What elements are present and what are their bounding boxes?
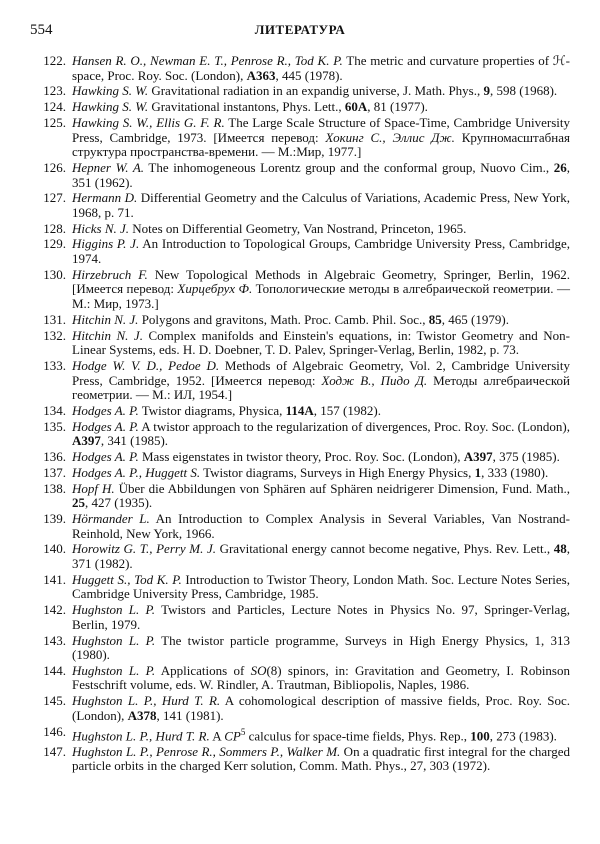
reference-authors: Hodges A. P., Huggett S. (72, 464, 201, 480)
reference-volume: A378 (127, 707, 157, 723)
reference-number: 139. (43, 511, 66, 526)
reference-text: Über die Abbildungen von Sphären auf Sphären neidrigerer Dimension, Fund. Math., (114, 480, 571, 496)
reference-entry (30, 116, 570, 160)
reference-number: 134. (43, 402, 66, 418)
reference-text: An Introduction to Topological Groups, Cambridge University Press, Cambridge, 1974. (72, 236, 570, 267)
reference-authors: Hirzebruch F. (72, 266, 148, 282)
reference-text: , 351 (1962). (72, 159, 570, 190)
reference-text: Twistors and Particles, Lecture Notes in Physics No. 97, Springer-Verlag, Berlin, 1979. (72, 602, 570, 632)
reference-volume: 48 (553, 541, 567, 557)
reference-authors: Hepner W. A. (72, 159, 145, 175)
reference-authors: Hawking S. W. (72, 83, 149, 99)
reference-entry (30, 725, 570, 744)
reference-entry (30, 512, 570, 541)
reference-authors: Hodges A. P. (72, 449, 139, 465)
page-header (30, 22, 570, 42)
reference-text: Methods of Algebraic Geometry, Vol. 2, Cambridge University Press, Cambridge, 1952. [Имеется перевод: (72, 357, 571, 388)
reference-authors: Hitchin N. J. (72, 311, 139, 327)
translation-authors: Ходж В., Пидо Д. (321, 372, 428, 388)
reference-text: Gravitational instantons, Phys. Lett., (148, 99, 345, 115)
math-superscript: 5 (240, 726, 246, 737)
reference-authors: Hughston L. P., Hurd T. R. (72, 693, 221, 709)
reference-number: 128. (43, 220, 66, 236)
reference-entry (30, 634, 570, 663)
reference-text: Complex manifolds and Einstein's equations, in: Twistor Geometry and Non-Linear Systems, eds. H. D. Doebner, T. D. Palev, Springer-Verlag, Berlin, 1982, p. 73. (72, 327, 571, 358)
reference-text: , 371 (1982). (72, 541, 570, 571)
reference-entry (30, 313, 570, 328)
reference-entry (30, 664, 570, 693)
reference-entry (30, 161, 570, 190)
reference-number: 130. (43, 266, 66, 282)
reference-entry (30, 450, 570, 465)
reference-text: , 333 (1980). (481, 464, 549, 480)
reference-entry (30, 603, 570, 632)
reference-text: Twistor diagrams, Surveys in High Energy Physics, (200, 464, 475, 480)
reference-text: An Introduction to Complex Analysis in Several Variables, Van Nostrand-Reinhold, New York, 1966. (72, 511, 570, 541)
reference-authors: Horowitz G. T., Perry M. J. (72, 541, 216, 557)
reference-text: The twistor particle programme, Surveys in High Energy Physics, 1, 313 (1980). (72, 632, 570, 663)
reference-text: Applications of (155, 662, 251, 678)
reference-text: , 598 (1968). (489, 83, 558, 99)
reference-text: Gravitational radiation in an expandig universe, J. Math. Phys., (148, 83, 484, 99)
math-symbol: CP (224, 727, 241, 743)
reference-text: On a quadratic first integral for the charged particle orbits in the charged Kerr solution, Comm. Math. Phys., 27, 303 (1972). (72, 743, 570, 774)
reference-text: A (209, 727, 225, 743)
reference-entry (30, 542, 570, 571)
reference-text: , 273 (1983). (489, 727, 557, 743)
reference-number: 146. (43, 723, 66, 739)
reference-volume: 9 (483, 83, 490, 99)
reference-number: 142. (43, 602, 66, 618)
reference-authors: Hughston L. P., Hurd T. R. (72, 727, 210, 743)
reference-text: The Large Scale Structure of Space-Time, Cambridge University Press, Cambridge, 1973. [Имеется перевод: (72, 114, 570, 145)
reference-text: (8) spinors, in: Gravitation and Geometry, I. Robinson Festschrift volume, eds. W. Rindler, A. Trautman, Bibliopolis, Naples, 1986. (72, 662, 570, 693)
reference-entry (30, 237, 570, 266)
reference-authors: Hodge W. V. D., Pedoe D. (72, 357, 220, 373)
reference-text: Twistor diagrams, Physica, (138, 402, 286, 418)
reference-entry (30, 329, 570, 358)
reference-entry (30, 466, 570, 481)
reference-number: 137. (43, 464, 66, 480)
reference-text: Differential Geometry and the Calculus of Variations, Academic Press, New York, 1968, p. 71. (72, 190, 571, 220)
reference-text: Introduction to Twistor Theory, London Math. Soc. Lecture Notes Series, Cambridge University Press, Cambridge, 1985. (72, 571, 570, 602)
reference-text: The inhomogeneous Lorentz group and the conformal group, Nuovo Cim., (144, 159, 554, 175)
reference-number: 132. (43, 327, 66, 343)
reference-number: 122. (43, 53, 66, 68)
reference-text: New Topological Methods in Algebraic Geometry, Springer, Berlin, 1962. [Имеется перевод: (72, 266, 570, 297)
page-number: 554 (30, 22, 53, 38)
reference-entry (30, 222, 570, 237)
reference-authors: Hawking S. W., Ellis G. F. R. (72, 114, 225, 130)
reference-volume: 85 (428, 311, 442, 327)
reference-entry (30, 268, 570, 312)
reference-number: 144. (43, 662, 66, 678)
reference-text: , 427 (1935). (85, 495, 153, 511)
reference-authors: Hughston L. P. (72, 632, 156, 648)
reference-entry (30, 573, 570, 602)
reference-authors: Hansen R. O., Newman E. T., Penrose R., Tod K. P. (72, 53, 343, 68)
reference-text: Gravitational energy cannot become negative, Phys. Rev. Lett., (216, 541, 554, 557)
reference-authors: Hitchin N. J. (72, 327, 143, 343)
reference-authors: Hopf H. (72, 480, 115, 496)
reference-entry (30, 482, 570, 511)
reference-text: , 141 (1981). (156, 707, 224, 723)
reference-authors: Hawking S. W. (72, 99, 149, 115)
reference-number: 140. (43, 541, 66, 557)
reference-entry (30, 404, 570, 419)
reference-number: 145. (43, 693, 66, 709)
reference-text: calculus for space-time fields, Phys. Rep., (245, 727, 471, 743)
reference-text: , 157 (1982). (313, 402, 381, 418)
reference-authors: Hodges A. P. (72, 402, 139, 418)
reference-number: 124. (43, 99, 66, 115)
math-symbol: SO (250, 662, 267, 678)
reference-entry (30, 54, 570, 83)
reference-authors: Hicks N. J. (72, 220, 130, 236)
reference-number: 123. (43, 83, 66, 99)
reference-entry (30, 420, 570, 449)
running-title: ЛИТЕРАТУРА (254, 22, 346, 37)
reference-number: 129. (43, 236, 66, 252)
translation-text: Крупномасштабная структура пространства-времени. — М.:Мир, 1977.] (72, 129, 570, 160)
reference-text: A twistor approach to the regularization of divergences, Proc. Roy. Soc. (London), (138, 418, 570, 434)
reference-volume: A363 (246, 67, 276, 83)
reference-entry (30, 100, 570, 115)
reference-volume: 25 (72, 495, 85, 511)
reference-text: , 341 (1985). (100, 433, 169, 449)
reference-authors: Hughston L. P. (72, 662, 156, 678)
reference-number: 147. (43, 743, 66, 759)
reference-authors: Huggett S., Tod K. P. (72, 571, 182, 587)
reference-number: 135. (43, 418, 66, 434)
reference-number: 127. (43, 190, 66, 206)
translation-text: Методы алгебраической геометрии. — М.: ИЛ, 1954.] (72, 372, 570, 403)
reference-authors: Hughston L. P. (72, 602, 156, 618)
reference-volume: 100 (470, 727, 490, 743)
reference-authors: Hermann D. (72, 190, 138, 206)
reference-volume: 26 (553, 159, 567, 175)
reference-text: , 81 (1977). (367, 99, 428, 115)
reference-text: Mass eigenstates in twistor theory, Proc. Roy. Soc. (London), (138, 449, 464, 465)
reference-number: 136. (43, 449, 66, 465)
reference-authors: Higgins P. J. (72, 236, 140, 252)
reference-volume: A397 (72, 433, 101, 449)
reference-number: 126. (43, 159, 66, 175)
reference-authors: Hughston L. P., Penrose R., Sommers P., Walker M. (72, 743, 341, 759)
reference-number: 133. (43, 357, 66, 373)
reference-list (30, 54, 570, 775)
translation-authors: Хокинг С., Эллис Дж. (325, 129, 455, 145)
reference-number: 138. (43, 480, 66, 496)
reference-authors: Hörmander L. (72, 511, 150, 526)
reference-text: Notes on Differential Geometry, Van Nostrand, Princeton, 1965. (129, 220, 467, 236)
reference-entry (30, 359, 570, 403)
reference-number: 125. (43, 114, 66, 130)
reference-text: A cohomological description of massive fields, Proc. Roy. Soc. (London), (72, 693, 570, 723)
reference-volume: A397 (463, 449, 493, 465)
reference-number: 143. (43, 632, 66, 648)
reference-entry (30, 191, 570, 220)
reference-number: 141. (43, 571, 66, 587)
reference-entry (30, 694, 570, 723)
reference-volume: 114A (285, 402, 314, 418)
reference-volume: 1 (474, 464, 482, 480)
reference-text: The metric and curvature properties of ℋ-space, Proc. Roy. Soc. (London), (72, 53, 570, 83)
reference-volume: 60A (344, 99, 368, 115)
reference-text: , 445 (1978). (275, 67, 343, 83)
reference-text: Polygons and gravitons, Math. Proc. Camb. Phil. Soc., (138, 311, 429, 327)
reference-text: , 375 (1985). (492, 449, 560, 465)
reference-text: , 465 (1979). (441, 311, 509, 327)
reference-entry (30, 84, 570, 99)
reference-entry (30, 745, 570, 774)
reference-number: 131. (43, 311, 66, 327)
reference-authors: Hodges A. P. (72, 418, 139, 434)
translation-authors: Хирцебрух Ф. (177, 281, 253, 297)
translation-text: Топологические методы в алгебраической геометрии. — М.: Мир, 1973.] (72, 281, 570, 311)
